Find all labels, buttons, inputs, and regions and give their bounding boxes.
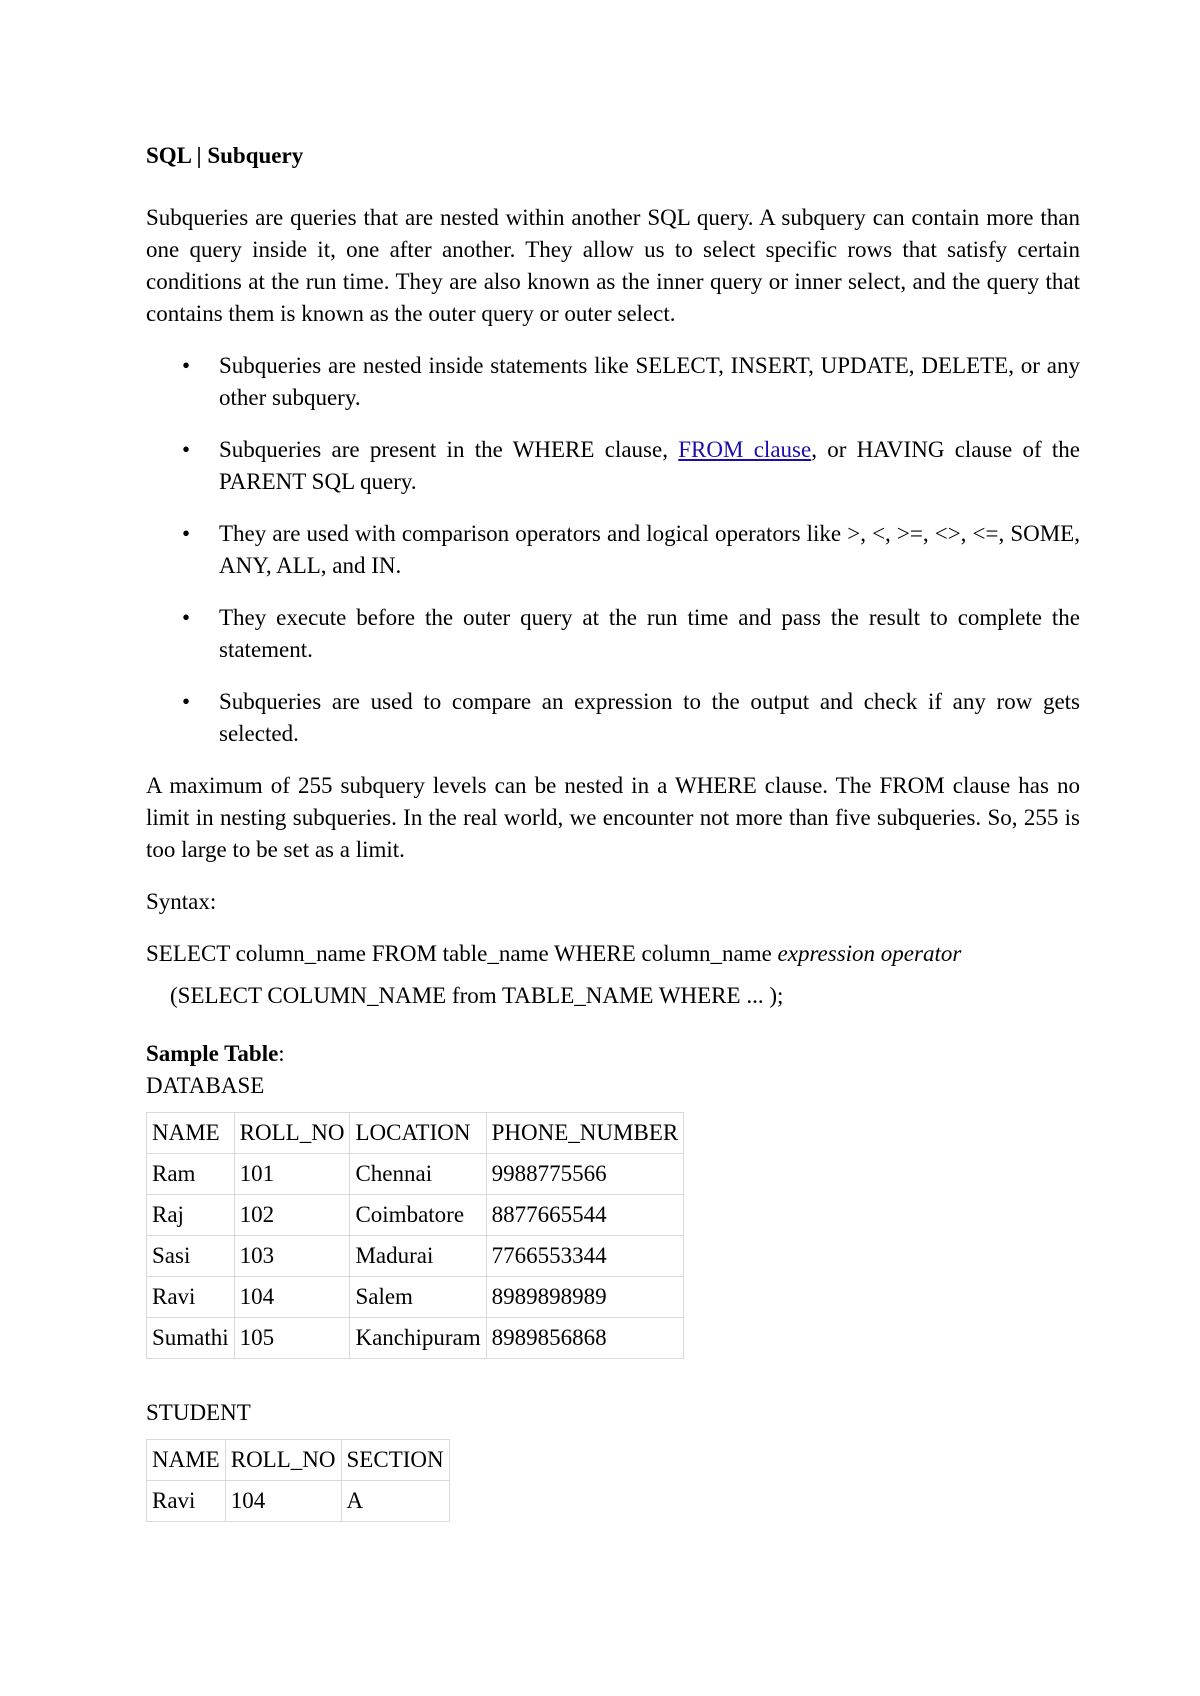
table-cell: Raj: [147, 1195, 235, 1236]
table-cell: 8989856868: [486, 1318, 684, 1359]
list-item: [146, 434, 1080, 498]
list-item: [146, 686, 1080, 750]
table-row: [147, 1481, 450, 1522]
table-row: [147, 1318, 684, 1359]
list-item-text: They execute before the outer query at the run time and pass the result to complete the statement.: [219, 605, 1080, 662]
syntax-label: Syntax:: [146, 889, 217, 914]
table-cell: Madurai: [350, 1236, 486, 1277]
table-cell: Sumathi: [147, 1318, 235, 1359]
table-cell: Ram: [147, 1154, 235, 1195]
bullet-icon: •: [182, 521, 191, 546]
feature-list: [146, 350, 1080, 750]
column-header: NAME: [147, 1113, 235, 1154]
column-header: SECTION: [341, 1440, 449, 1481]
document-page: [146, 140, 1080, 1522]
table-cell: A: [341, 1481, 449, 1522]
column-header: PHONE_NUMBER: [486, 1113, 684, 1154]
list-item: [146, 518, 1080, 582]
table-cell: 104: [225, 1481, 341, 1522]
table-row: [147, 1277, 684, 1318]
list-item-text: Subqueries are nested inside statements like SELECT, INSERT, UPDATE, DELETE, or any other subquery.: [219, 353, 1080, 410]
table-cell: Ravi: [147, 1481, 226, 1522]
database-table-name: DATABASE: [146, 1073, 265, 1098]
table-header-row: [147, 1440, 450, 1481]
table-cell: Salem: [350, 1277, 486, 1318]
table-header-row: [147, 1113, 684, 1154]
list-item-text: Subqueries are present in the WHERE clause,: [219, 437, 679, 462]
table-cell: 7766553344: [486, 1236, 684, 1277]
list-item: [146, 602, 1080, 666]
syntax-text: SELECT column_name FROM table_name WHERE column_name: [146, 941, 778, 966]
student-table: [146, 1439, 450, 1522]
column-header: NAME: [147, 1440, 226, 1481]
table-cell: Chennai: [350, 1154, 486, 1195]
table-cell: 102: [234, 1195, 350, 1236]
list-item: [146, 350, 1080, 414]
syntax-line-1: [146, 938, 1080, 970]
table-cell: Sasi: [147, 1236, 235, 1277]
column-header: ROLL_NO: [225, 1440, 341, 1481]
column-header: ROLL_NO: [234, 1113, 350, 1154]
database-table: [146, 1112, 684, 1359]
bullet-icon: •: [182, 689, 191, 714]
table-cell: 101: [234, 1154, 350, 1195]
list-item-text: Subqueries are used to compare an expression to the output and check if any row gets selected.: [219, 689, 1080, 746]
bullet-icon: •: [182, 605, 191, 630]
table-row: [147, 1195, 684, 1236]
list-item-text: , or HAVING clause of the PARENT SQL query.: [219, 437, 1080, 494]
document-title: SQL | Subquery: [146, 143, 304, 168]
table-cell: 104: [234, 1277, 350, 1318]
list-item-text: They are used with comparison operators and logical operators like >, <, >=, <>, <=, SOME, ANY, ALL, and IN.: [219, 521, 1080, 578]
syntax-italic-text: expression operator: [777, 941, 962, 966]
limit-paragraph: A maximum of 255 subquery levels can be nested in a WHERE clause. The FROM clause has no limit in nesting subqueries. In the real world, we encounter not more than five subqueries. So, 255 is too large to be set as a limit.: [146, 773, 1080, 862]
table-cell: Coimbatore: [350, 1195, 486, 1236]
sample-table-colon: :: [278, 1041, 285, 1066]
sample-table-heading: [146, 1038, 1080, 1070]
syntax-line-2: (SELECT COLUMN_NAME from TABLE_NAME WHERE ... );: [170, 983, 784, 1008]
table-row: [147, 1154, 684, 1195]
table-cell: 8989898989: [486, 1277, 684, 1318]
table-cell: 8877665544: [486, 1195, 684, 1236]
table-row: [147, 1236, 684, 1277]
bullet-icon: •: [182, 353, 191, 378]
column-header: LOCATION: [350, 1113, 486, 1154]
bullet-icon: •: [182, 437, 191, 462]
table-cell: 105: [234, 1318, 350, 1359]
from-clause-link[interactable]: FROM clause: [678, 437, 812, 462]
intro-paragraph: Subqueries are queries that are nested within another SQL query. A subquery can contain more than one query inside it, one after another. They allow us to select specific rows that satisfy certain conditions at the run time. They are also known as the inner query or inner select, and the query that contains them is known as the outer query or outer select.: [146, 205, 1080, 326]
table-cell: 103: [234, 1236, 350, 1277]
sample-table-label: Sample Table: [146, 1041, 279, 1066]
table-cell: 9988775566: [486, 1154, 684, 1195]
table-cell: Kanchipuram: [350, 1318, 486, 1359]
student-table-name: STUDENT: [146, 1400, 251, 1425]
table-cell: Ravi: [147, 1277, 235, 1318]
